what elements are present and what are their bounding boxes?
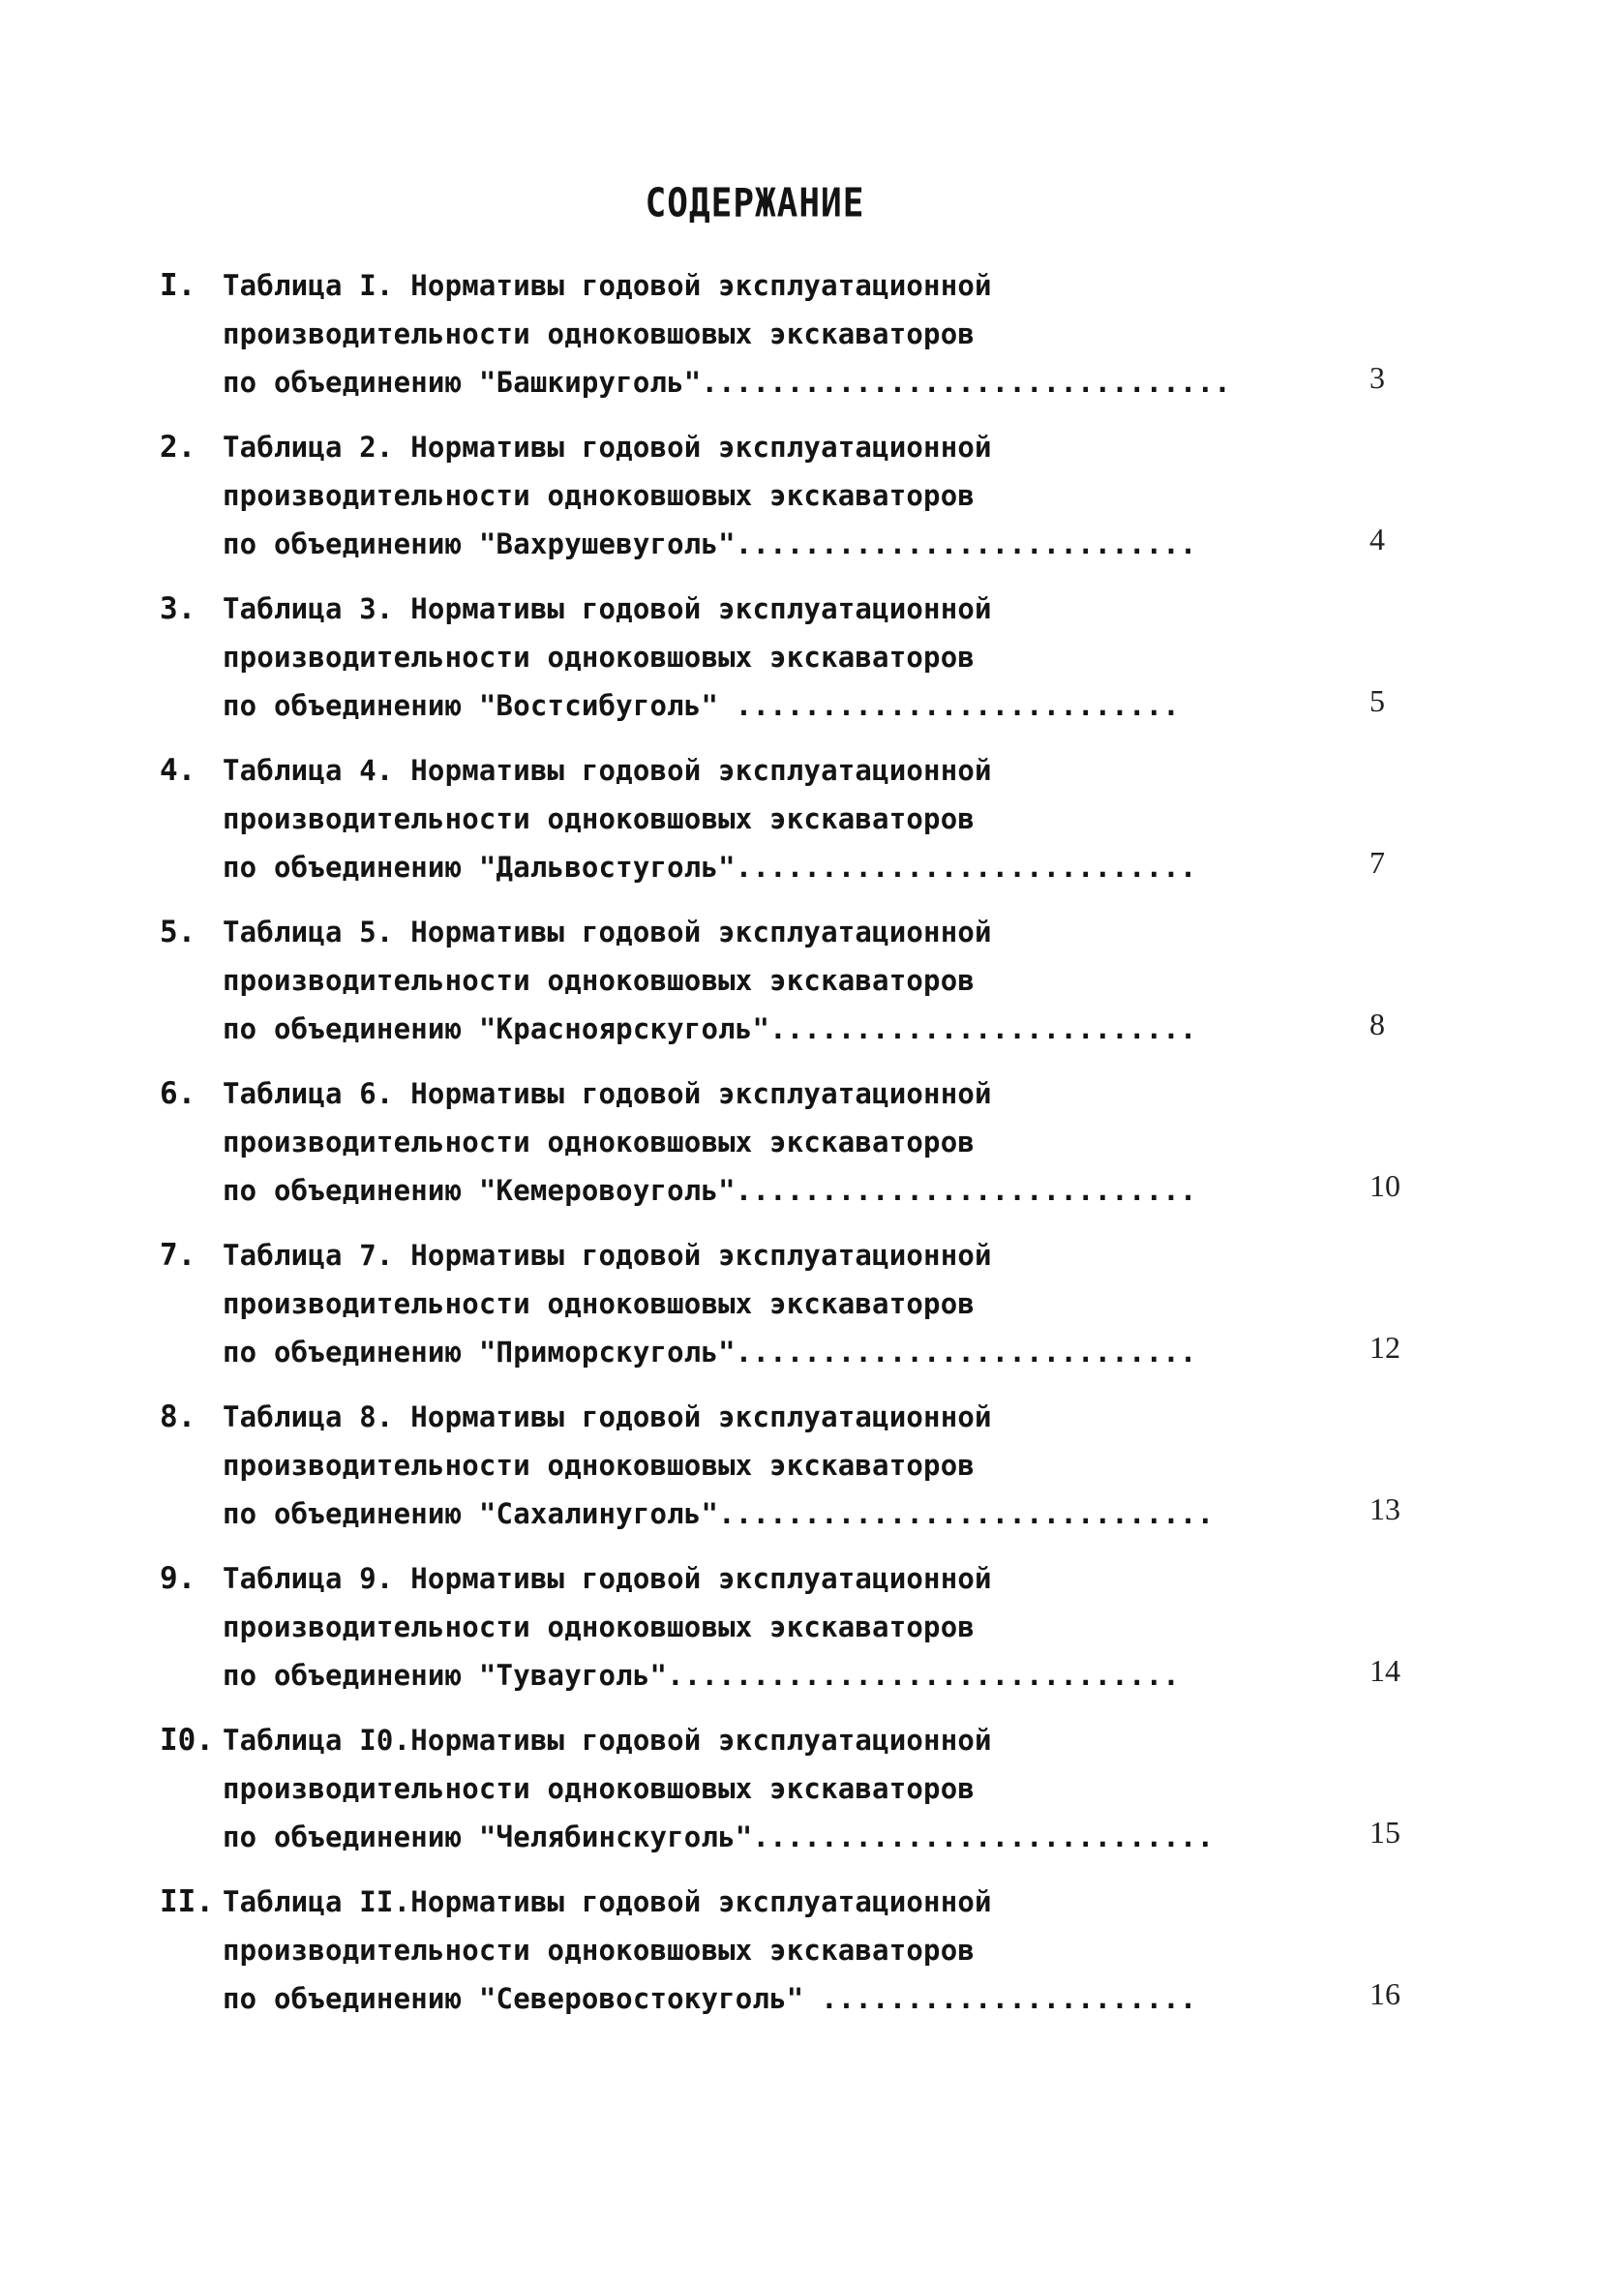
entry-line-3: по объединению "Башкируголь"............................... [223,366,1231,399]
entry-number: I. [160,268,196,303]
entry-line-3: по объединению "Дальвостуголь"........................... [223,851,1197,884]
entry-line-2: производительности одноковшовых экскаваторов [223,1610,976,1643]
entry-number: 9. [160,1561,196,1596]
entry-number: 8. [160,1399,196,1434]
entry-line-1: Таблица 2. Нормативы годовой эксплуатационной [223,431,992,464]
entry-line-3: по объединению "Тувауголь".............................. [223,1659,1180,1692]
entry-line-1: Таблица II.Нормативы годовой эксплуатационной [223,1885,992,1918]
toc-entry[interactable] [160,908,1515,1069]
entry-line-3: по объединению "Вахрушевуголь"........................... [223,527,1197,560]
entry-text [223,1393,1398,1538]
entry-page-number: 4 [1369,522,1385,557]
toc-entry[interactable] [160,1716,1515,1878]
entry-number: 3. [160,591,196,626]
entry-line-1: Таблица 3. Нормативы годовой эксплуатационной [223,592,992,625]
toc-entry[interactable] [160,1554,1515,1716]
entry-number: 2. [160,430,196,465]
entry-line-1: Таблица 4. Нормативы годовой эксплуатационной [223,754,992,787]
entry-line-2: производительности одноковшовых экскаваторов [223,1449,976,1482]
entry-number: 6. [160,1076,196,1111]
entry-line-3: по объединению "Северовостокуголь" ...................... [223,1982,1197,2015]
page-title: СОДЕРЖАНИЕ [645,180,865,227]
entry-text [223,1716,1398,1861]
entry-text [223,1069,1398,1215]
entry-page-number: 12 [1369,1330,1400,1365]
entry-line-3: по объединению "Красноярскуголь"......................... [223,1012,1197,1045]
entry-page-number: 10 [1369,1168,1400,1203]
entry-text [223,261,1398,406]
toc-entry[interactable] [160,746,1515,908]
entry-line-1: Таблица 5. Нормативы годовой эксплуатационной [223,916,992,948]
entry-line-3: по объединению "Сахалинуголь"............................. [223,1497,1215,1530]
toc-entry[interactable] [160,585,1515,746]
entry-number: II. [160,1884,214,1919]
entry-line-3: по объединению "Востсибуголь" .......................... [223,689,1180,722]
entry-text [223,746,1398,891]
entry-line-1: Таблица 9. Нормативы годовой эксплуатационной [223,1562,992,1595]
entry-line-2: производительности одноковшовых экскаваторов [223,1126,976,1159]
entry-line-3: по объединению "Кемеровоуголь"........................... [223,1174,1197,1207]
toc-entry[interactable] [160,1878,1515,2039]
toc-entry[interactable] [160,261,1515,423]
toc-entry[interactable] [160,423,1515,585]
entry-line-3: по объединению "Челябинскуголь"........................... [223,1821,1215,1853]
entry-text [223,423,1398,568]
entry-page-number: 7 [1369,845,1385,880]
entry-number: 5. [160,915,196,949]
entry-text [223,1554,1398,1700]
entry-line-2: производительности одноковшовых экскаваторов [223,964,976,997]
entry-line-2: производительности одноковшовых экскаваторов [223,641,976,674]
entry-line-2: производительности одноковшовых экскаваторов [223,317,976,350]
entry-line-2: производительности одноковшовых экскаваторов [223,479,976,512]
entry-text [223,585,1398,730]
entry-page-number: 13 [1369,1491,1400,1526]
entry-text [223,1231,1398,1376]
entry-line-2: производительности одноковшовых экскаваторов [223,802,976,835]
entry-line-3: по объединению "Приморскуголь"........................... [223,1336,1197,1369]
entry-page-number: 14 [1369,1653,1400,1688]
entry-text [223,1878,1398,2023]
entry-page-number: 16 [1369,1976,1400,2011]
toc-entry[interactable] [160,1231,1515,1393]
entry-line-1: Таблица 8. Нормативы годовой эксплуатационной [223,1400,992,1433]
entry-page-number: 8 [1369,1007,1385,1041]
entry-line-1: Таблица I0.Нормативы годовой эксплуатационной [223,1724,992,1757]
entry-line-1: Таблица 6. Нормативы годовой эксплуатационной [223,1077,992,1110]
entry-line-1: Таблица I. Нормативы годовой эксплуатационной [223,269,992,302]
toc-entry[interactable] [160,1069,1515,1231]
entry-line-2: производительности одноковшовых экскаваторов [223,1772,976,1805]
entry-number: 7. [160,1238,196,1273]
entry-line-2: производительности одноковшовых экскаваторов [223,1934,976,1967]
entry-line-1: Таблица 7. Нормативы годовой эксплуатационной [223,1239,992,1272]
entry-line-2: производительности одноковшовых экскаваторов [223,1287,976,1320]
entry-page-number: 5 [1369,683,1385,718]
entry-number: I0. [160,1723,214,1758]
toc-entry[interactable] [160,1393,1515,1554]
entry-number: 4. [160,753,196,788]
entry-page-number: 15 [1369,1815,1400,1850]
entry-page-number: 3 [1369,360,1385,395]
table-of-contents [160,261,1515,2039]
entry-text [223,908,1398,1053]
